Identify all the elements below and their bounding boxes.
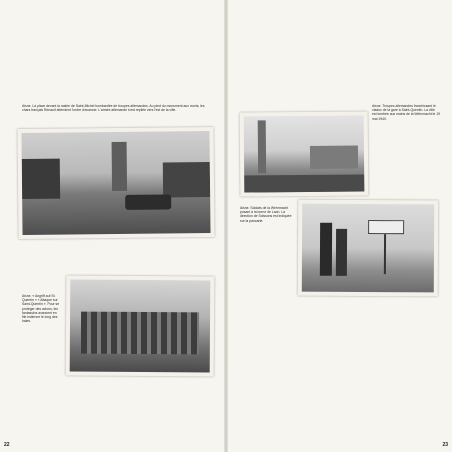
photo-signpost-soldiers-image bbox=[302, 204, 434, 293]
left-caption-bottom: Aisne. « Angriff auf St. Quentin » « Attaque sur Saint-Quentin ». Pour se protéger des avions, les fantassins avancent en file indienne le long des haies. bbox=[22, 294, 60, 324]
photo-soldier-two bbox=[336, 228, 347, 276]
photo-signpost-board bbox=[368, 220, 404, 235]
left-caption-top: Aisne. La place devant la mairie de Saint-Michel bombardée de troupes allemandes. Au pied du monument aux morts, les chars français Renault attendent l'ordre d'avancer. L'armée allemande s'est repliée vers l'est de la ville. bbox=[22, 104, 205, 113]
right-body-text bbox=[344, 300, 440, 384]
photo-soldiers-group bbox=[81, 312, 199, 354]
photo-building-right bbox=[163, 162, 210, 198]
photo-signpost-pole bbox=[384, 230, 387, 274]
photo-signpost-soldiers bbox=[298, 200, 439, 297]
photo-road bbox=[244, 175, 364, 193]
photo-troops-column-image bbox=[70, 280, 211, 373]
left-page-number: 22 bbox=[4, 442, 10, 448]
photo-troops-column bbox=[66, 275, 215, 376]
photo-building bbox=[310, 146, 358, 169]
right-caption-mid: Aisne. Soldats de la Wehrmacht posant à la borne de Laon. La direction de Soissons est indiquée sur la pancarte. bbox=[240, 206, 292, 223]
right-page bbox=[226, 0, 452, 452]
photo-tank bbox=[126, 195, 171, 210]
photo-monument bbox=[112, 142, 128, 191]
photo-tower bbox=[258, 120, 266, 173]
right-page-number: 23 bbox=[442, 442, 448, 448]
photo-street-tower bbox=[240, 111, 369, 196]
photo-town-square-image bbox=[21, 131, 210, 235]
photo-building-left bbox=[22, 158, 60, 199]
photo-town-square bbox=[17, 127, 214, 239]
right-caption-top: Aisne. Troupes allemandes franchissant le viaduc de la gare à Saint-Quentin. La ville est tombée aux mains de la Wehrmacht le 19 mai 1940. bbox=[372, 104, 440, 121]
photo-street-tower-image bbox=[244, 115, 365, 192]
photo-soldier-one bbox=[320, 223, 332, 276]
